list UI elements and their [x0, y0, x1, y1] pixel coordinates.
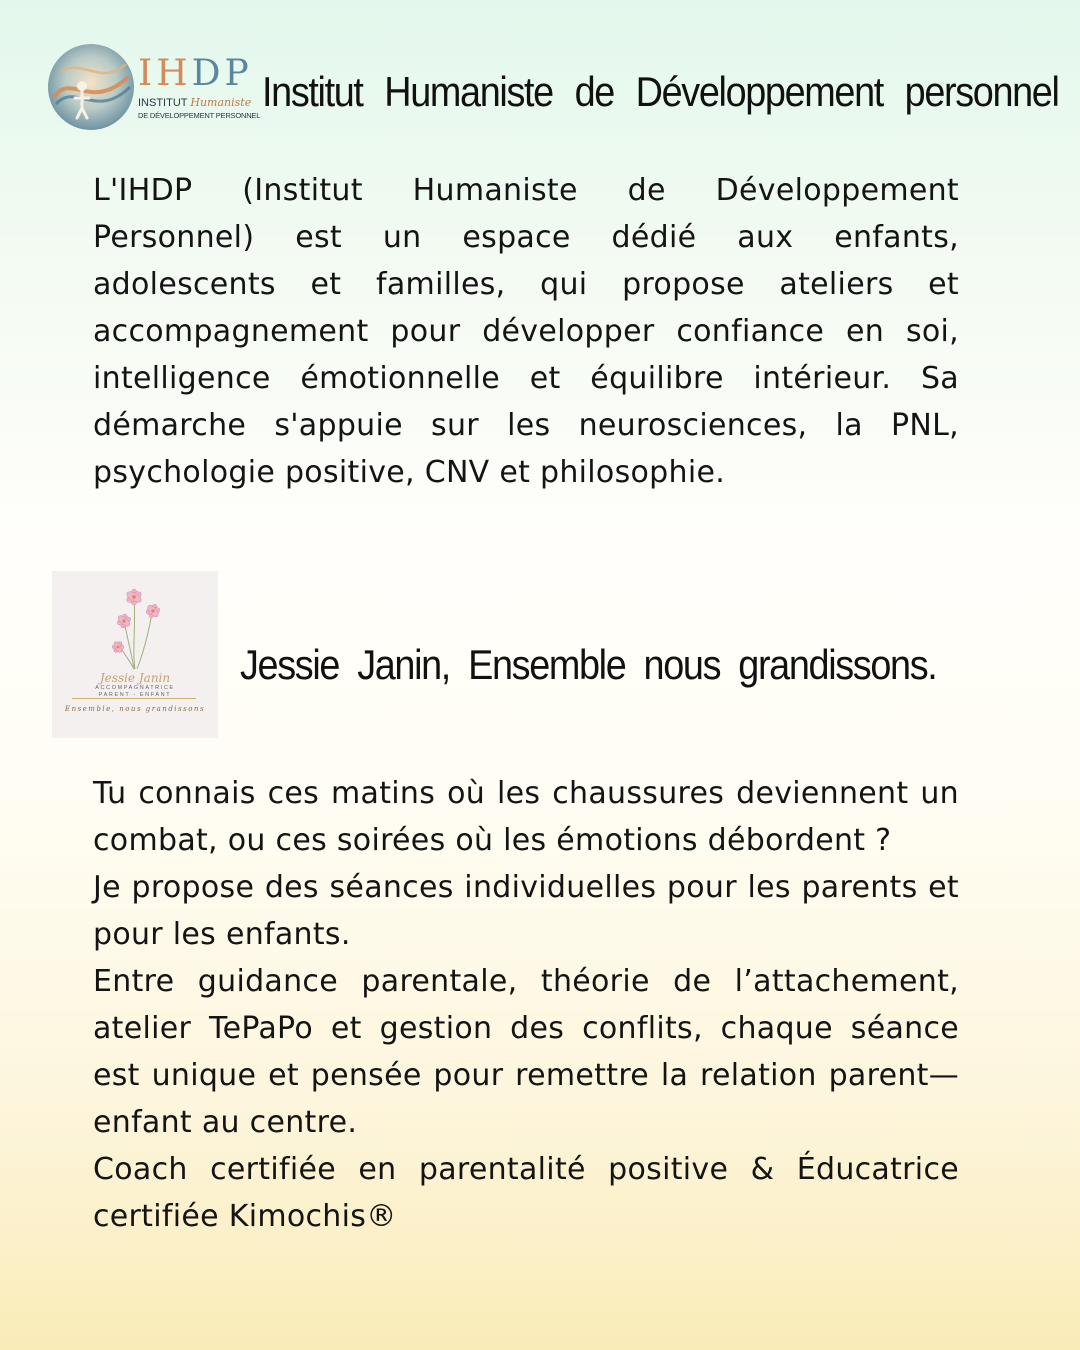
practitioner-logo [52, 571, 218, 738]
logo-abbreviation: IHDP [138, 53, 253, 94]
badge-role: ACCOMPAGNATRICE PARENT - ENFANT [95, 685, 175, 698]
badge-divider [72, 698, 196, 699]
description-line: Entre guidance parentale, théorie de l’attachement, atelier TePaPo et gestion des conflits, chaque séance est unique et pensée pour remettre la relation parent—enfant au centre. [93, 964, 959, 1140]
description-line: Tu connais ces matins où les chaussures deviennent un combat, ou ces soirées où les émotions débordent ? [93, 776, 959, 858]
practitioner-tagline: Jessie Janin, Ensemble nous grandissons. [240, 641, 937, 688]
ihdp-logo-emblem [46, 42, 136, 132]
description-paragraph [93, 770, 959, 1240]
badge-name: Jessie Janin [99, 671, 171, 685]
logo-line-institut: INSTITUT Humaniste [138, 96, 252, 109]
page-title: Institut Humaniste de Développement personnel [262, 68, 1059, 115]
header [44, 40, 1059, 135]
intro-paragraph: L'IHDP (Institut Humaniste de Développement Personnel) est un espace dédié aux enfants, adolescents et familles, qui propose ateliers et accompagnement pour développer confiance en soi, intelligence émotionnelle et équilibre intérieur. Sa démarche s'appuie sur les neurosciences, la PNL, psychologie positive, CNV et philosophie. [93, 173, 959, 490]
logo-line-developpement: DE DÉVELOPPEMENT PERSONNEL [138, 111, 261, 120]
flower-icon [52, 571, 218, 671]
badge-tagline: Ensemble, nous grandissons [64, 705, 206, 713]
description-line: Je propose des séances individuelles pour les parents et pour les enfants. [93, 870, 959, 952]
description-line: Coach certifiée en parentalité positive & Éducatrice certifiée Kimochis® [93, 1152, 959, 1234]
